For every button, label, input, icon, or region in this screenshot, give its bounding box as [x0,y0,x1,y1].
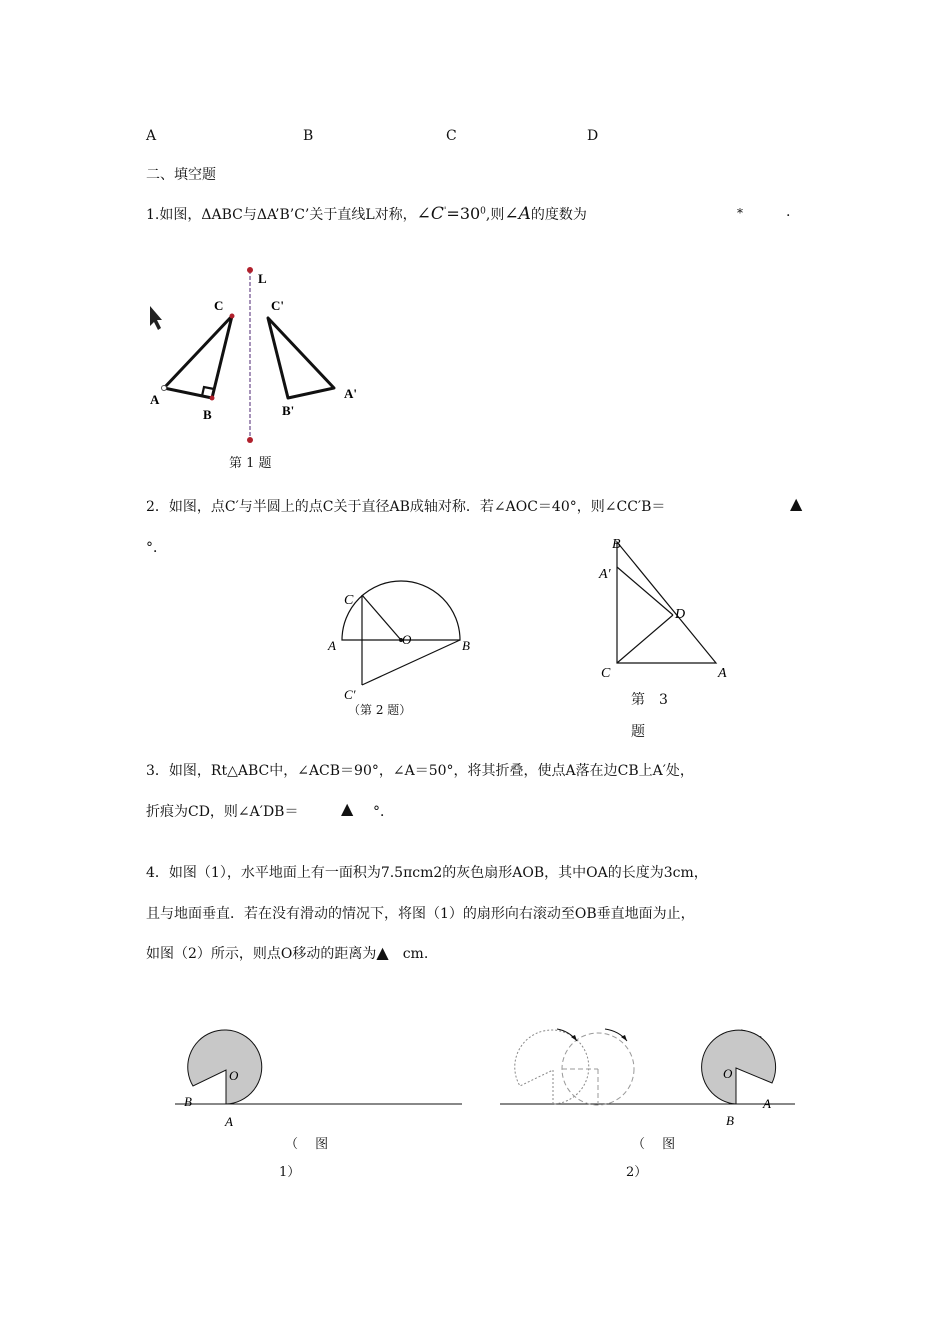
option-a: A [146,128,157,144]
fig2-label-o: O [402,632,412,647]
point-b [210,396,215,401]
point-l-top [247,267,253,273]
figure-2-caption: （第 2 题） [348,703,412,717]
semicircle [342,581,460,640]
fig2-label-c: C [344,593,354,608]
fig2-label-b: B [462,638,470,653]
fig3-label-a-prime: A′ [599,567,611,582]
sector-aob [188,1030,262,1104]
fig3-label-c: C [601,666,611,681]
segment-cd [617,615,673,663]
figure-3 [595,532,740,682]
label-c: C [214,298,224,313]
fig2-label-a: A [328,638,336,653]
question-2: 2．如图，点C′与半圆上的点C关于直径AB成轴对称．若∠AOC＝40°，则∠CC′B＝ [146,499,666,515]
triangle-abc-prime [268,318,334,398]
label-b-prime: B' [282,403,295,418]
section-title: 二、填空题 [146,167,216,183]
fig4-2-label-a: A [763,1096,771,1111]
label-l: L [258,271,267,286]
question-4-line-2: 且与地面垂直．若在没有滑动的情况下，将图（1）的扇形向右滚动至OB垂直地面为止， [146,906,695,922]
figure-4-2-caption-a: （ 图 [632,1137,676,1152]
fig3-label-d: D [675,607,686,622]
q1-suffix: 的度数为 [530,207,587,223]
fig4-1-label-a: A [225,1114,233,1129]
label-a: A [150,392,160,407]
label-b: B [203,407,212,422]
fig2-label-c-prime: C′ [344,687,356,702]
q1-answer-mark: * [737,206,743,220]
label-a-prime: A' [344,386,357,401]
figure-1 [140,262,380,452]
q2-continuation: °． [146,540,167,556]
question-3-line-2 [146,801,298,821]
segment-a-prime-d [617,567,673,615]
question-3-line-1: 3．如图，Rt△ABC中，∠ACB＝90°，∠A＝50°，将其折叠，使点A落在边CB上A′处， [146,763,694,779]
q2-answer-mark: ▲ [790,494,803,513]
figure-4-1 [175,1020,470,1135]
q1-mid: ,则 [485,207,505,223]
q1-angle-a: ∠A [504,204,531,224]
q4-answer-mark: ▲ [376,943,389,962]
q4-line3-suffix: cm. [402,946,429,962]
triangle-abc [164,316,232,398]
option-c: C [446,128,457,144]
cursor-icon [150,306,162,330]
figure-2 [320,560,480,705]
q4-line3-prefix: 如图（2）所示，则点O移动的距离为 [146,946,377,962]
fig4-1-label-o: O [229,1068,239,1083]
question-4-line-1: 4．如图（1），水平地面上有一面积为7.5πcm2的灰色扇形AOB，其中OA的长度为3cm， [146,865,708,881]
figure-3-caption-line2: 题 [631,724,645,740]
triangle-abc-3 [617,542,716,663]
option-b: B [303,128,314,144]
q1-prime: ' [443,206,447,217]
fig3-label-a: A [718,666,727,681]
q1-angle-c: ∠C [416,204,444,224]
point-a [162,386,167,391]
figure-4-1-caption-b: 1） [279,1165,301,1180]
fig4-2-label-o: O [723,1066,733,1081]
label-c-prime: C' [271,298,284,313]
segment-co [362,595,401,640]
q1-deg: 0 [480,206,486,217]
q1-eq: =30 [446,204,481,223]
figure-4-1-caption-a: （ 图 [285,1137,329,1152]
fig3-label-b: B [612,537,621,552]
figure-4-2 [495,1015,800,1140]
option-d: D [587,128,599,144]
q3-line2-suffix: °． [373,804,394,820]
question-1 [146,204,587,224]
figure-3-caption-line1: 第 3 [631,692,668,708]
figure-4-2-caption-b: 2） [626,1165,648,1180]
q3-answer-mark: ▲ [341,799,354,818]
point-c [230,314,235,319]
q3-line2-prefix: 折痕为CD，则∠A′DB＝ [146,804,299,820]
fig4-1-label-b: B [184,1094,192,1109]
q1-end: . [786,204,791,220]
ghost-sector-1 [515,1030,589,1104]
point-l-bottom [247,437,253,443]
figure-1-caption: 第 1 题 [229,456,272,471]
fig4-2-label-b: B [726,1113,734,1128]
q1-prefix: 1.如图，ΔABC与ΔA’B’C’关于直线L对称， [146,207,417,223]
sector-final [702,1030,776,1104]
question-4-line-3 [146,943,428,963]
